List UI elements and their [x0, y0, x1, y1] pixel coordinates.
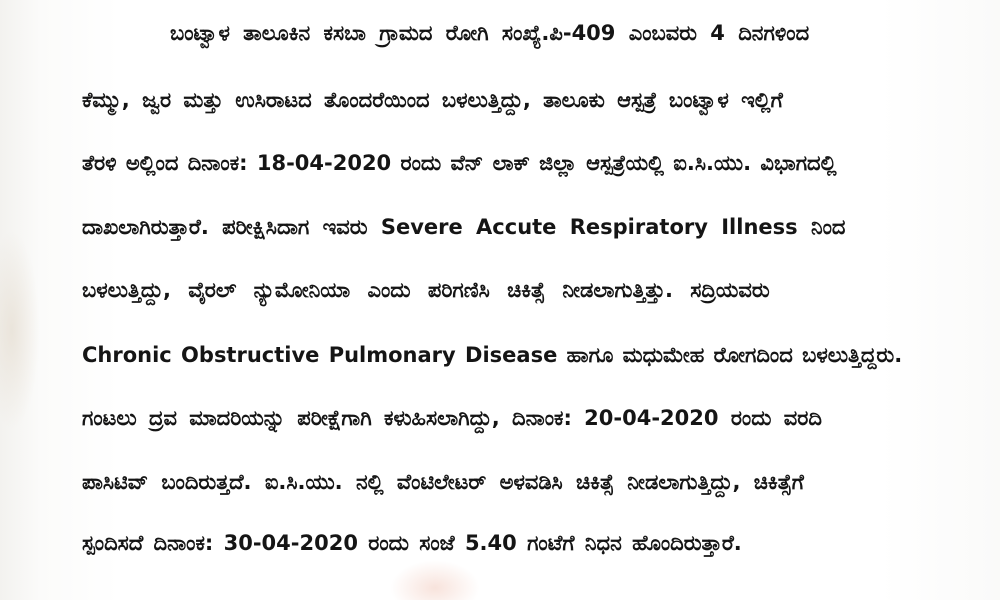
text-line-4: ದಾಖಲಾಗಿರುತ್ತಾರೆ. ಪರೀಕ್ಷಿಸಿದಾಗ ಇವರು Severe Accute Respiratory Illness ನಿಂದ: [82, 215, 846, 239]
text-line-8: ಪಾಸಿಟಿವ್ ಬಂದಿರುತ್ತದೆ. ಐ.ಸಿ.ಯು. ನಲ್ಲಿ ವೆಂಟಿಲೇಟರ್ ಅಳವಡಿಸಿ ಚಿಕಿತ್ಸೆ ನೀಡಲಾಗುತ್ತಿದ್ದು, ಚಿಕಿತ್ಸೆಗೆ: [82, 470, 804, 494]
text-line-9: ಸ್ಪಂದಿಸದೆ ದಿನಾಂಕ: 30-04-2020 ರಂದು ಸಂಜೆ 5.40 ಗಂಟೆಗೆ ನಿಧನ ಹೊಂದಿರುತ್ತಾರೆ.: [82, 531, 742, 555]
text-line-1: ಬಂಟ್ವಾಳ ತಾಲೂಕಿನ ಕಸಬಾ ಗ್ರಾಮದ ರೋಗಿ ಸಂಖ್ಯೆ.ಪಿ-409 ಎಂಬವರು 4 ದಿನಗಳಿಂದ: [170, 21, 810, 45]
text-line-2: ಕೆಮ್ಮು, ಜ್ವರ ಮತ್ತು ಉಸಿರಾಟದ ತೊಂದರೆಯಿಂದ ಬಳಲುತ್ತಿದ್ದು, ತಾಲೂಕು ಆಸ್ಪತ್ರೆ ಬಂಟ್ವಾಳ ಇಲ್ಲಿಗೆ: [82, 88, 783, 112]
text-line-6: Chronic Obstructive Pulmonary Disease ಹಾಗೂ ಮಧುಮೇಹ ರೋಗದಿಂದ ಬಳಲುತ್ತಿದ್ದರು.: [82, 343, 903, 367]
text-line-7: ಗಂಟಲು ದ್ರವ ಮಾದರಿಯನ್ನು ಪರೀಕ್ಷೆಗಾಗಿ ಕಳುಹಿಸಲಾಗಿದ್ದು, ದಿನಾಂಕ: 20-04-2020 ರಂದು ವರದಿ: [82, 406, 822, 430]
text-line-3: ತೆರಳಿ ಅಲ್ಲಿಂದ ದಿನಾಂಕ: 18-04-2020 ರಂದು ವೆನ್ ಲಾಕ್ ಜಿಲ್ಲಾ ಆಸ್ಪತ್ರೆಯಲ್ಲಿ ಐ.ಸಿ.ಯು. ವಿಭಾಗದಲ್ಲಿ: [82, 151, 837, 175]
text-line-5: ಬಳಲುತ್ತಿದ್ದು, ವೈರಲ್ ನ್ಯುಮೋನಿಯಾ ಎಂದು ಪರಿಗಣಿಸಿ ಚಿಕಿತ್ಸೆ ನೀಡಲಾಗುತ್ತಿತ್ತು. ಸದ್ರಿಯವರು: [82, 278, 770, 302]
